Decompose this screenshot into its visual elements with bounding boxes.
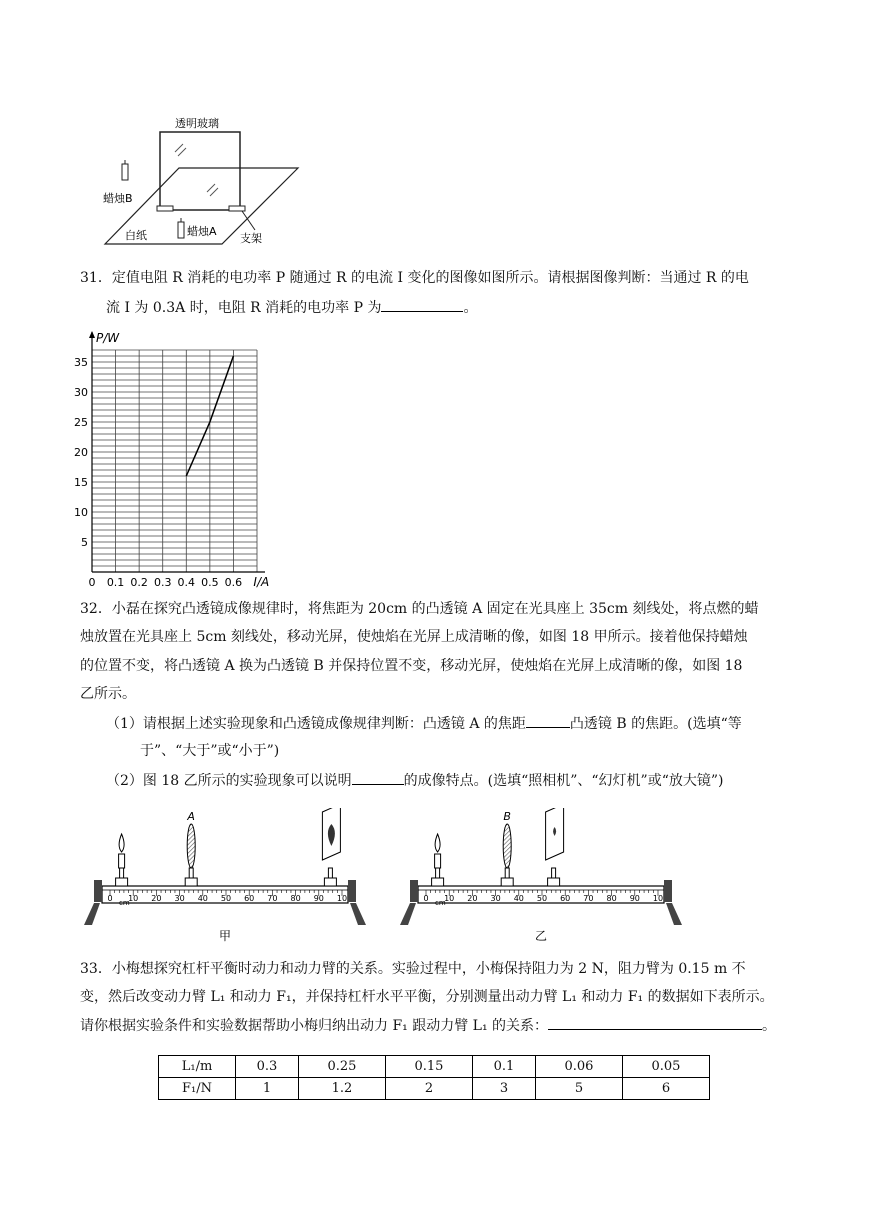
lens-holder-base bbox=[185, 878, 197, 886]
stand-label: 支架 bbox=[240, 232, 262, 245]
convex-lens bbox=[503, 824, 511, 868]
table-cell: 1.2 bbox=[298, 1078, 385, 1100]
scale-label: 60 bbox=[560, 894, 571, 903]
figure-caption: 乙 bbox=[534, 929, 548, 943]
lens-label: A bbox=[187, 810, 195, 823]
table-cell: 0.1 bbox=[472, 1056, 535, 1078]
scale-label: 10 bbox=[444, 894, 455, 903]
paper-label: 白纸 bbox=[125, 229, 147, 242]
answer-blank-relation[interactable] bbox=[548, 1015, 762, 1030]
leg-left bbox=[84, 903, 100, 925]
scale-label: 90 bbox=[313, 894, 324, 903]
x-tick-label: 0.5 bbox=[201, 576, 219, 589]
candle-b bbox=[122, 164, 128, 180]
lens-label: B bbox=[503, 810, 511, 823]
q32-sub2: （2）图 18 乙所示的实验现象可以说明 的成像特点。(选填“照相机”、“幻灯机”或“放大镜”) bbox=[106, 770, 724, 791]
scale-label: 0 bbox=[423, 894, 429, 903]
y-tick-label: 25 bbox=[74, 416, 88, 429]
leg-right bbox=[666, 903, 682, 925]
leg-right bbox=[350, 903, 366, 925]
table-row bbox=[159, 1056, 710, 1078]
q33-line3: 请你根据实验条件和实验数据帮助小梅归纳出动力 F₁ 跟动力臂 L₁ 的关系： 。 bbox=[80, 1015, 776, 1036]
scale-label: 30 bbox=[490, 894, 501, 903]
lever-data-table bbox=[158, 1055, 710, 1100]
scale-label: 20 bbox=[151, 894, 162, 903]
x-tick-label: 0.2 bbox=[130, 576, 148, 589]
q32-sub1-line2: 于”、“大于”或“小于”) bbox=[140, 743, 280, 759]
table-cell: 0.06 bbox=[535, 1056, 622, 1078]
mirror-setup-figure bbox=[95, 108, 310, 250]
candle-holder-base bbox=[432, 878, 444, 886]
scale-unit: cm bbox=[435, 899, 446, 907]
scale-label: 70 bbox=[583, 894, 594, 903]
x-tick-label: 0.3 bbox=[153, 576, 172, 589]
scale-label: 0 bbox=[107, 894, 113, 903]
y-axis-label: P/W bbox=[96, 331, 120, 345]
candle-b-label: 蜡烛B bbox=[103, 192, 133, 205]
scale-label: 10 bbox=[652, 894, 664, 903]
scale-label: 20 bbox=[467, 894, 478, 903]
q32-line3: 的位置不变，将凸透镜 A 换为凸透镜 B 并保持位置不变，移动光屏，使烛焰在光屏上成清晰的像，如图 18 bbox=[80, 658, 743, 674]
x-tick-label: 0.1 bbox=[106, 576, 125, 589]
scale-label: 10 bbox=[336, 894, 348, 903]
table-cell: 2 bbox=[385, 1078, 472, 1100]
scale-label: 50 bbox=[536, 894, 548, 903]
q33-line1: 33．小梅想探究杠杆平衡时动力和动力臂的关系。实验过程中，小梅保持阻力为 2 N，阻力臂为 0.15 m 不 bbox=[80, 961, 746, 977]
y-tick-label: 30 bbox=[74, 386, 88, 399]
scale-label: 80 bbox=[290, 894, 301, 903]
rail-end-left bbox=[94, 880, 102, 902]
scale-label: 10 bbox=[128, 894, 139, 903]
q32-line1: 32．小磊在探究凸透镜成像规律时，将焦距为 20cm 的凸透镜 A 固定在光具座上 35cm 刻线处，将点燃的蜡 bbox=[80, 601, 759, 617]
lens-holder-post bbox=[505, 868, 509, 878]
table-cell: 5 bbox=[535, 1078, 622, 1100]
y-tick-label: 15 bbox=[74, 476, 88, 489]
q32-sub1: （1）请根据上述实验现象和凸透镜成像规律判断：凸透镜 A 的焦距 凸透镜 B 的焦距。(选填“等 bbox=[106, 713, 742, 734]
rail-end-left bbox=[410, 880, 418, 902]
answer-blank-p[interactable] bbox=[381, 297, 463, 312]
table-cell: 0.15 bbox=[385, 1056, 472, 1078]
y-tick-label: 35 bbox=[74, 356, 88, 369]
row-label-l1: L₁/m bbox=[159, 1056, 236, 1078]
x-axis-label: I/A bbox=[253, 575, 270, 589]
candle-a-label: 蜡烛A bbox=[187, 225, 217, 238]
y-tick-label: 5 bbox=[81, 536, 88, 549]
lens-holder-base bbox=[501, 878, 513, 886]
y-axis-arrow bbox=[89, 331, 95, 338]
scale-label: 50 bbox=[220, 894, 232, 903]
scale-label: 60 bbox=[244, 894, 255, 903]
row-label-f1: F₁/N bbox=[159, 1078, 236, 1100]
table-row bbox=[159, 1078, 710, 1100]
candle bbox=[119, 854, 125, 868]
x-tick-label: 0 bbox=[88, 576, 96, 589]
optical-bench-yi bbox=[396, 808, 686, 943]
table-cell: 0.25 bbox=[298, 1056, 385, 1078]
candle-holder-post bbox=[436, 868, 440, 878]
screen-holder-post bbox=[328, 868, 332, 878]
table-cell: 0.3 bbox=[236, 1056, 299, 1078]
x-tick-label: 0.6 bbox=[224, 576, 243, 589]
scale-label: 90 bbox=[629, 894, 640, 903]
x-tick-label: 0.4 bbox=[177, 576, 196, 589]
rail-end-right bbox=[664, 880, 672, 902]
optical-bench-jia bbox=[80, 808, 370, 943]
stand-right bbox=[229, 206, 245, 211]
rail-end-right bbox=[348, 880, 356, 902]
answer-blank-focal[interactable] bbox=[526, 713, 570, 728]
candle-flame bbox=[119, 834, 124, 852]
table-cell: 3 bbox=[472, 1078, 535, 1100]
q31-line2: 流 I 为 0.3A 时，电阻 R 消耗的电功率 P 为 。 bbox=[106, 297, 477, 318]
leg-left bbox=[400, 903, 416, 925]
y-tick-label: 20 bbox=[74, 446, 88, 459]
scale-label: 80 bbox=[606, 894, 617, 903]
candle-holder-post bbox=[120, 868, 124, 878]
screen-holder-base bbox=[324, 878, 336, 886]
lens-holder-post bbox=[189, 868, 193, 878]
glass-label: 透明玻璃 bbox=[175, 117, 219, 130]
q32-line4: 乙所示。 bbox=[80, 686, 136, 702]
answer-blank-device[interactable] bbox=[352, 770, 404, 785]
q32-line2: 烛放置在光具座上 5cm 刻线处，移动光屏，使烛焰在光屏上成清晰的像，如图 18 甲所示。接着他保持蜡烛 bbox=[80, 629, 748, 645]
glass-pane bbox=[160, 132, 240, 210]
y-tick-label: 10 bbox=[74, 506, 88, 519]
candle bbox=[435, 854, 441, 868]
scale-label: 40 bbox=[197, 894, 208, 903]
screen-holder-base bbox=[548, 878, 560, 886]
q31-line1: 31．定值电阻 R 消耗的电功率 P 随通过 R 的电流 I 变化的图像如图所示。请根据图像判断：当通过 R 的电 bbox=[80, 270, 749, 286]
screen-holder-post bbox=[552, 868, 556, 878]
scale-label: 30 bbox=[174, 894, 185, 903]
table-cell: 6 bbox=[622, 1078, 709, 1100]
table-cell: 0.05 bbox=[622, 1056, 709, 1078]
candle-holder-base bbox=[116, 878, 128, 886]
candle-flame bbox=[435, 834, 440, 852]
power-current-chart bbox=[72, 328, 292, 590]
scale-label: 40 bbox=[513, 894, 524, 903]
q33-line2: 变，然后改变动力臂 L₁ 和动力 F₁，并保持杠杆水平平衡，分别测量出动力臂 L₁ 和动力 F₁ 的数据如下表所示。 bbox=[80, 989, 774, 1005]
scale-label: 70 bbox=[267, 894, 278, 903]
stand-left bbox=[157, 206, 173, 211]
candle-a bbox=[178, 222, 184, 238]
figure-caption: 甲 bbox=[218, 929, 232, 943]
scale-unit: cm bbox=[119, 899, 130, 907]
table-cell: 1 bbox=[236, 1078, 299, 1100]
convex-lens bbox=[187, 824, 195, 868]
